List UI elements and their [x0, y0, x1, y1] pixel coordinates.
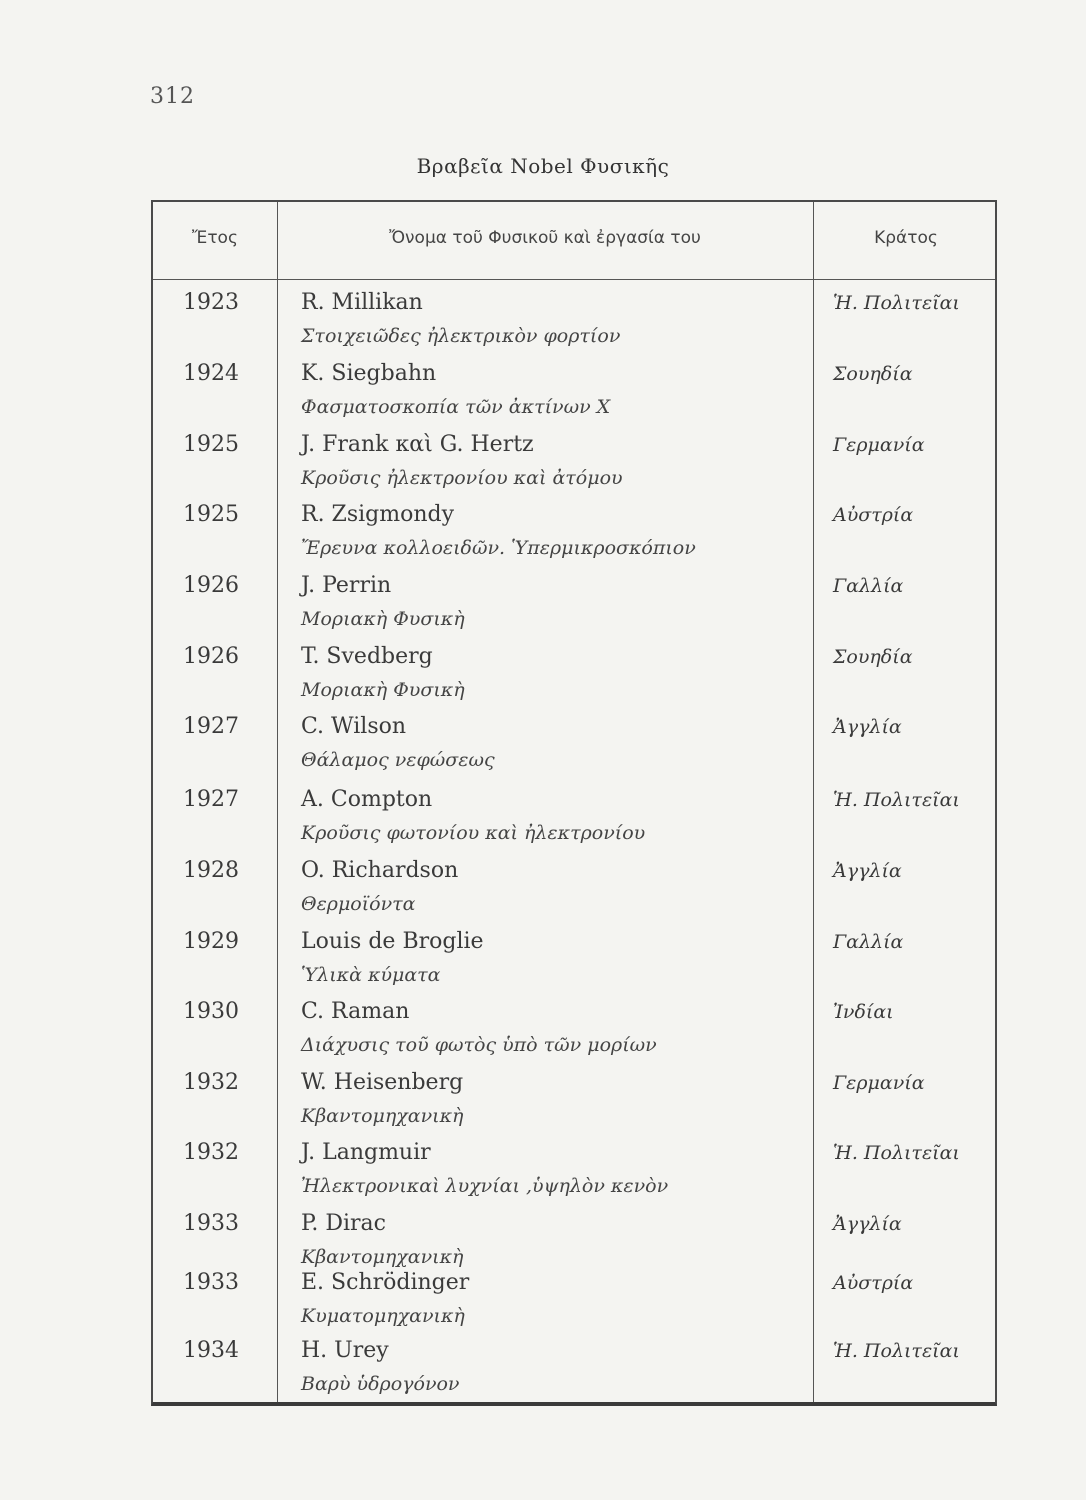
- header-name: Ὄνομα τοῦ Φυσικοῦ καὶ ἐργασία του: [389, 228, 701, 248]
- work-cell: Φασματοσκοπία τῶν ἀκτίνων X: [301, 396, 611, 418]
- year-cell: 1929: [183, 929, 239, 954]
- laureate-cell: C. Wilson: [301, 714, 407, 739]
- work-cell: Ὑλικὰ κύματα: [301, 964, 441, 986]
- laureate-cell: T. Svedberg: [301, 644, 433, 669]
- year-cell: 1934: [183, 1338, 239, 1363]
- header-divider: [153, 279, 995, 280]
- work-cell: Θερμοϊόντα: [301, 893, 416, 915]
- work-cell: Διάχυσις τοῦ φωτὸς ὑπὸ τῶν μορίων: [301, 1034, 657, 1056]
- table-row: [153, 999, 999, 1069]
- work-cell: Μοριακὴ Φυσικὴ: [301, 679, 465, 701]
- laureate-cell: J. Frank καὶ G. Hertz: [301, 432, 534, 457]
- laureate-cell: Louis de Broglie: [301, 929, 484, 954]
- year-cell: 1927: [183, 787, 239, 812]
- laureate-cell: A. Compton: [301, 787, 433, 812]
- laureate-cell: J. Perrin: [301, 573, 392, 598]
- laureate-cell: P. Dirac: [301, 1211, 386, 1236]
- table-row: [153, 714, 999, 784]
- laureate-cell: R. Millikan: [301, 290, 423, 315]
- laureate-cell: J. Langmuir: [301, 1140, 431, 1165]
- table-row: [153, 1338, 999, 1408]
- country-cell: Γερμανία: [833, 434, 925, 456]
- table-row: [153, 1140, 999, 1210]
- table-row: [153, 1270, 999, 1340]
- work-cell: Στοιχειῶδες ἠλεκτρικὸν φορτίον: [301, 325, 621, 347]
- country-cell: Ἰνδίαι: [833, 1001, 894, 1023]
- table-row: [153, 361, 999, 431]
- year-cell: 1926: [183, 644, 239, 669]
- header-country: Κράτος: [874, 228, 938, 248]
- work-cell: Βαρὺ ὑδρογόνον: [301, 1373, 460, 1395]
- year-cell: 1927: [183, 714, 239, 739]
- table-row: [153, 290, 999, 360]
- year-cell: 1932: [183, 1070, 239, 1095]
- country-cell: Ἀγγλία: [833, 1213, 902, 1235]
- country-cell: Ἡ. Πολιτεῖαι: [833, 292, 960, 314]
- work-cell: Κβαντομηχανικὴ: [301, 1105, 464, 1127]
- year-cell: 1923: [183, 290, 239, 315]
- work-cell: Μοριακὴ Φυσικὴ: [301, 608, 465, 630]
- table-row: [153, 858, 999, 928]
- country-cell: Αὐστρία: [833, 504, 914, 526]
- laureate-cell: R. Zsigmondy: [301, 502, 455, 527]
- table-row: [153, 432, 999, 502]
- work-cell: Θάλαμος νεφώσεως: [301, 749, 495, 771]
- laureate-cell: C. Raman: [301, 999, 410, 1024]
- year-cell: 1925: [183, 432, 239, 457]
- year-cell: 1930: [183, 999, 239, 1024]
- laureate-cell: H. Urey: [301, 1338, 389, 1363]
- work-cell: Κυματομηχανικὴ: [301, 1305, 465, 1327]
- laureate-cell: K. Siegbahn: [301, 361, 437, 386]
- header-year: Ἔτος: [192, 228, 238, 248]
- year-cell: 1932: [183, 1140, 239, 1165]
- country-cell: Γαλλία: [833, 575, 904, 597]
- work-cell: Κροῦσις φωτονίου καὶ ἠλεκτρονίου: [301, 822, 646, 844]
- country-cell: Ἡ. Πολιτεῖαι: [833, 1142, 960, 1164]
- country-cell: Ἀγγλία: [833, 716, 902, 738]
- country-cell: Σουηδία: [833, 646, 913, 668]
- table-row: [153, 502, 999, 572]
- work-cell: Κβαντομηχανικὴ: [301, 1246, 464, 1268]
- laureate-cell: O. Richardson: [301, 858, 459, 883]
- year-cell: 1933: [183, 1211, 239, 1236]
- year-cell: 1928: [183, 858, 239, 883]
- country-cell: Γερμανία: [833, 1072, 925, 1094]
- year-cell: 1933: [183, 1270, 239, 1295]
- page-title: Βραβεῖα Nobel Φυσικῆς: [416, 154, 670, 178]
- work-cell: Κροῦσις ἠλεκτρονίου καὶ ἀτόμου: [301, 467, 623, 489]
- year-cell: 1925: [183, 502, 239, 527]
- laureate-cell: W. Heisenberg: [301, 1070, 464, 1095]
- country-cell: Σουηδία: [833, 363, 913, 385]
- table-row: [153, 787, 999, 857]
- work-cell: Ἠλεκτρονικαὶ λυχνίαι ,ὑψηλὸν κενὸν: [301, 1175, 669, 1197]
- country-cell: Ἡ. Πολιτεῖαι: [833, 789, 960, 811]
- year-cell: 1924: [183, 361, 239, 386]
- year-cell: 1926: [183, 573, 239, 598]
- table-row: [153, 1070, 999, 1140]
- table-row: [153, 573, 999, 643]
- country-cell: Γαλλία: [833, 931, 904, 953]
- country-cell: Ἀγγλία: [833, 860, 902, 882]
- table-row: [153, 644, 999, 714]
- laureate-cell: E. Schrödinger: [301, 1270, 470, 1295]
- country-cell: Αὐστρία: [833, 1272, 914, 1294]
- nobel-table: [151, 200, 997, 1406]
- table-row: [153, 929, 999, 999]
- page-number: 312: [150, 84, 195, 109]
- work-cell: Ἔρευνα κολλοειδῶν. Ὑπερμικροσκόπιον: [301, 537, 696, 559]
- country-cell: Ἡ. Πολιτεῖαι: [833, 1340, 960, 1362]
